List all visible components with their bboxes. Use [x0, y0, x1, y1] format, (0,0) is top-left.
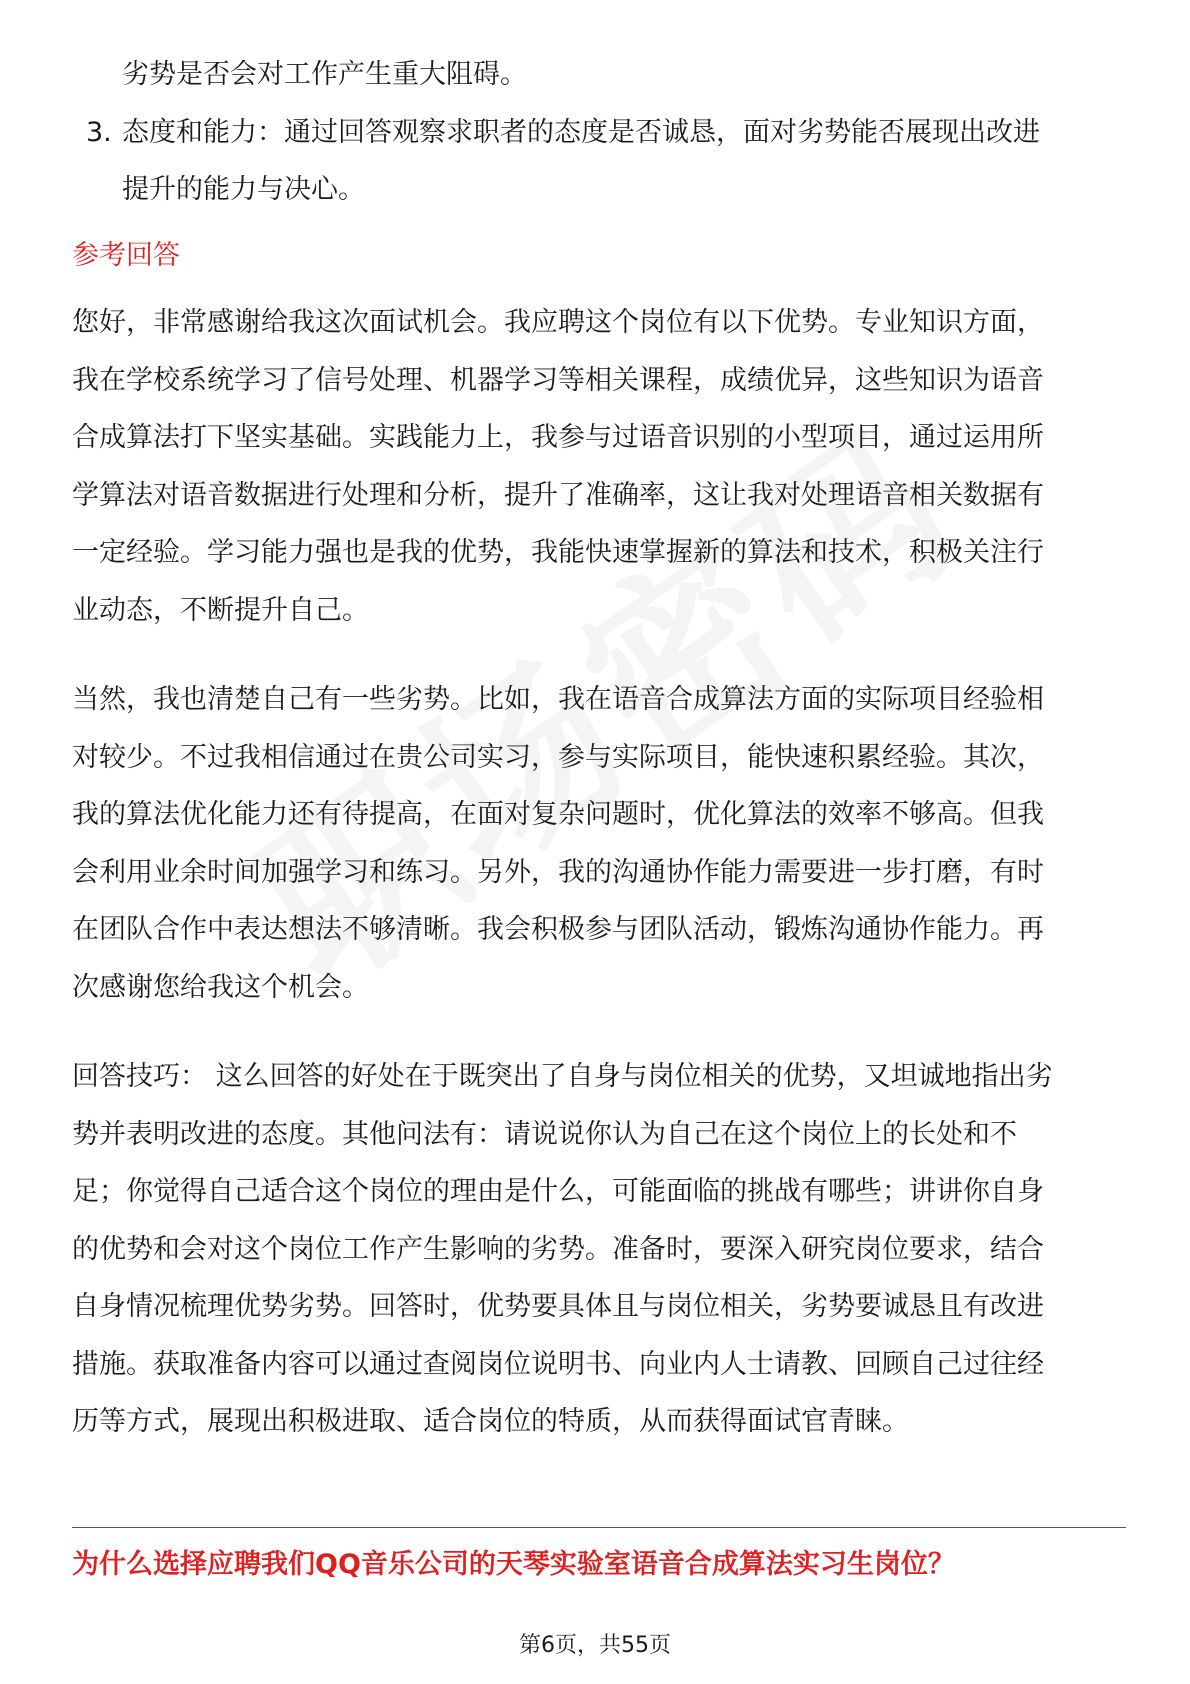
list-item-3 — [72, 104, 1122, 219]
answer-paragraph-2 — [72, 671, 1122, 1016]
list-item-text-line: 提升的能力与决心。 — [122, 174, 365, 205]
list-item-continuation: 劣势是否会对工作产生重大阻碍。 — [122, 59, 527, 90]
paragraph-line: 的优势和会对这个岗位工作产生影响的劣势。准备时，要深入研究岗位要求，结合 — [72, 1233, 1044, 1265]
paragraph-line: 业动态，不断提升自己。 — [72, 594, 369, 626]
paragraph-line: 在团队合作中表达想法不够清晰。我会积极参与团队活动，锻炼沟通协作能力。再 — [72, 914, 1044, 945]
paragraph-line: 会利用业余时间加强学习和练习。另外，我的沟通协作能力需要进一步打磨，有时 — [72, 856, 1044, 888]
paragraph-line: 学算法对语音数据进行处理和分析，提升了准确率，这让我对处理语音相关数据有 — [72, 479, 1044, 511]
answer-tips-paragraph — [72, 1048, 1122, 1451]
paragraph-line: 次感谢您给我这个机会。 — [72, 971, 369, 1003]
list-item-text-line: 态度和能力：通过回答观察求职者的态度是否诚恳，面对劣势能否展现出改进 — [122, 116, 1040, 148]
paragraph-line: 我的算法优化能力还有待提高，在面对复杂问题时，优化算法的效率不够高。但我 — [72, 799, 1044, 830]
paragraph-line: 历等方式，展现出积极进取、适合岗位的特质，从而获得面试官青睐。 — [72, 1406, 909, 1437]
paragraph-line: 足；你觉得自己适合这个岗位的理由是什么，可能面临的挑战有哪些；讲讲你自身 — [72, 1176, 1044, 1207]
paragraph-line: 措施。获取准备内容可以通过查阅岗位说明书、向业内人士请教、回顾自己过往经 — [72, 1348, 1044, 1380]
reference-answer-heading: 参考回答 — [72, 239, 180, 271]
paragraph-line: 您好，非常感谢给我这次面试机会。我应聘这个岗位有以下优势。专业知识方面， — [72, 307, 1044, 338]
paragraph-line: 当然，我也清楚自己有一些劣势。比如，我在语音合成算法方面的实际项目经验相 — [72, 684, 1044, 715]
page-number-footer: 第6页，共55页 — [519, 1633, 671, 1658]
next-question-heading: 为什么选择应聘我们QQ音乐公司的天琴实验室语音合成算法实习生岗位？ — [72, 1549, 955, 1580]
paragraph-line: 势并表明改进的态度。其他问法有：请说说你认为自己在这个岗位上的长处和不 — [72, 1118, 1017, 1150]
paragraph-line: 我在学校系统学习了信号处理、机器学习等相关课程，成绩优异，这些知识为语音 — [72, 364, 1044, 396]
page-content — [72, 46, 1122, 1483]
paragraph-line: 一定经验。学习能力强也是我的优势，我能快速掌握新的算法和技术，积极关注行 — [72, 537, 1044, 568]
answer-paragraph-1 — [72, 294, 1122, 639]
list-item-number: 3. — [86, 116, 112, 148]
paragraph-line: 回答技巧： 这么回答的好处在于既突出了自身与岗位相关的优势，又坦诚地指出劣 — [72, 1061, 1053, 1092]
section-divider — [72, 1527, 1126, 1528]
paragraph-line: 自身情况梳理优势劣势。回答时，优势要具体且与岗位相关，劣势要诚恳且有改进 — [72, 1291, 1044, 1322]
paragraph-line: 合成算法打下坚实基础。实践能力上，我参与过语音识别的小型项目，通过运用所 — [72, 422, 1044, 453]
paragraph-line: 对较少。不过我相信通过在贵公司实习，参与实际项目，能快速积累经验。其次， — [72, 741, 1044, 773]
